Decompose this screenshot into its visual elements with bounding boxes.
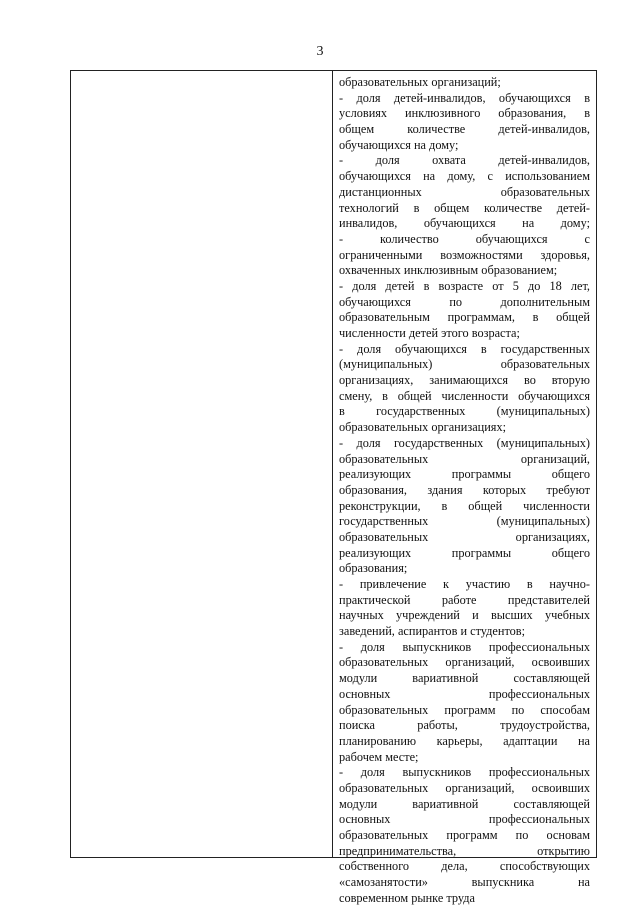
text-line: образовательных организаций,: [339, 451, 590, 466]
text-line: образовательным программам, в общей: [339, 310, 590, 325]
page-number: 3: [316, 44, 324, 59]
text-line: - количество обучающихся с: [339, 231, 590, 246]
text-line: охваченных инклюзивным образованием;: [339, 263, 558, 278]
text-line: - привлечение к участию в научно-: [339, 577, 590, 591]
text-line: организациях, занимающихся во вторую: [339, 373, 590, 388]
text-line: - доля охвата детей-инвалидов,: [339, 153, 590, 168]
text-line: - доля выпускников профессиональных: [339, 765, 590, 780]
text-line: ограниченными возможностями здоровья,: [339, 247, 590, 262]
text-line: общем количестве детей-инвалидов,: [339, 122, 590, 137]
text-line: - доля обучающихся в государственных: [339, 341, 590, 356]
text-line: дистанционных образовательных: [339, 184, 590, 199]
text-line: условиях инклюзивного образования, в: [339, 106, 590, 121]
text-line: образовательных организациях;: [339, 420, 507, 435]
text-line: - доля государственных (муниципальных): [339, 435, 590, 450]
column-divider: [332, 71, 333, 857]
text-line: - доля выпускников профессиональных: [339, 639, 590, 654]
text-line: основных профессиональных: [339, 686, 590, 701]
text-line: технологий в общем количестве детей-: [339, 200, 590, 215]
text-line: планированию карьеры, адаптации на: [339, 733, 590, 748]
text-line: - доля детей в возрасте от 5 до 18 лет,: [339, 278, 590, 293]
text-line: заведений, аспирантов и студентов;: [339, 624, 526, 639]
text-line: государственных (муниципальных): [339, 514, 590, 529]
text-line: смену, в общей численности обучающихся: [339, 388, 590, 403]
text-line: обучающихся на дому;: [339, 137, 459, 152]
text-line: поиска работы, трудоустройства,: [339, 718, 590, 733]
text-line: реализующих программы общего: [339, 467, 590, 482]
text-line: основных профессиональных: [339, 812, 590, 827]
text-line: образовательных организаций, освоивших: [339, 655, 590, 670]
text-line: образовательных организациях,: [339, 529, 590, 544]
text-line: рабочем месте;: [339, 749, 419, 764]
text-line: инвалидов, обучающихся на дому;: [339, 216, 590, 231]
text-line: в государственных (муниципальных): [339, 404, 590, 419]
text-line: реализующих программы общего: [339, 545, 590, 560]
text-line: образовательных программ по способам: [339, 702, 590, 717]
text-line: численности детей этого возраста;: [339, 326, 520, 340]
text-line: предпринимательства, открытию: [339, 843, 590, 858]
text-line: обучающихся по дополнительным: [339, 294, 590, 309]
text-line: (муниципальных) образовательных: [339, 357, 590, 372]
text-line: образовательных программ по основам: [339, 828, 590, 842]
text-line: обучающихся на дому, с использованием: [339, 169, 590, 184]
text-line: - доля детей-инвалидов, обучающихся в: [339, 90, 590, 105]
text-line: практической работе представителей: [339, 592, 590, 607]
text-line: собственного дела, способствующих: [339, 859, 590, 874]
indicators-table: [70, 70, 597, 905]
text-line: образования, здания которых требуют: [339, 482, 590, 497]
text-line: научных учреждений и высших учебных: [339, 608, 590, 623]
left-cell: [71, 71, 332, 857]
text-line: современном рынке труда: [339, 890, 475, 905]
text-line: модули вариативной составляющей: [339, 671, 590, 686]
text-line: образовательных организаций, освоивших: [339, 780, 590, 795]
text-line: «самозанятости» выпускника на: [339, 875, 590, 890]
text-line: образования;: [339, 561, 408, 576]
right-cell: [339, 75, 590, 906]
text-line: образовательных организаций;: [339, 75, 501, 89]
text-line: реконструкции, в общей численности: [339, 498, 590, 513]
text-line: модули вариативной составляющей: [339, 796, 590, 811]
